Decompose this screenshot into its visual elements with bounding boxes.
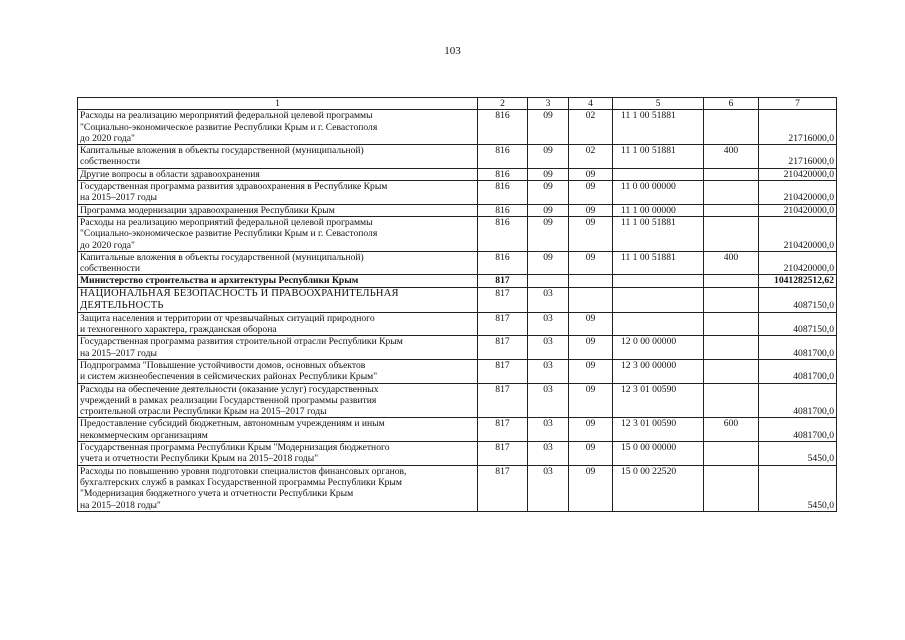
cell-rz: 09	[528, 145, 569, 169]
cell-csr: 11 1 00 00000	[613, 204, 704, 216]
cell-amount: 4081700,0	[759, 383, 837, 418]
cell-amount: 21716000,0	[759, 110, 837, 145]
header-cell-csr: 5	[613, 98, 704, 110]
cell-vr	[704, 181, 759, 205]
cell-pr: 09	[569, 181, 613, 205]
cell-pr: 09	[569, 251, 613, 275]
table-row	[78, 442, 837, 466]
cell-rz: 09	[528, 204, 569, 216]
cell-vr: 400	[704, 251, 759, 275]
header-cell-pr: 4	[569, 98, 613, 110]
cell-csr	[613, 275, 704, 287]
cell-name: Государственная программа развития строительной отрасли Республики Крым на 2015–2017 годы	[78, 336, 478, 360]
table-row	[78, 168, 837, 180]
table-row	[78, 383, 837, 418]
cell-csr	[613, 312, 704, 336]
cell-rz: 09	[528, 216, 569, 251]
cell-pr: 09	[569, 359, 613, 383]
cell-vr	[704, 442, 759, 466]
cell-vr: 600	[704, 418, 759, 442]
cell-name: Расходы по повышению уровня подготовки специалистов финансовых органов, бухгалтерских служб в рамках Государственной программы Республики Крым "Модернизация бюджетного учета и отчетности Республики Крым на 2015–2018 годы"	[78, 465, 478, 511]
cell-pr: 09	[569, 216, 613, 251]
table-row	[78, 181, 837, 205]
cell-amount: 4081700,0	[759, 359, 837, 383]
cell-vr	[704, 359, 759, 383]
table-row	[78, 251, 837, 275]
cell-csr: 12 3 00 00000	[613, 359, 704, 383]
cell-gr: 816	[478, 181, 528, 205]
cell-rz: 03	[528, 312, 569, 336]
cell-vr	[704, 204, 759, 216]
cell-amount: 210420000,0	[759, 204, 837, 216]
table-row	[78, 312, 837, 336]
cell-csr: 15 0 00 00000	[613, 442, 704, 466]
cell-name: Министерство строительства и архитектуры Республики Крым	[78, 275, 478, 287]
cell-rz: 09	[528, 181, 569, 205]
cell-amount: 5450,0	[759, 465, 837, 511]
cell-name: Защита населения и территории от чрезвычайных ситуаций природного и техногенного характера, гражданская оборона	[78, 312, 478, 336]
table-row	[78, 110, 837, 145]
cell-csr: 11 1 00 51881	[613, 110, 704, 145]
cell-gr: 816	[478, 251, 528, 275]
cell-name: Расходы на реализацию мероприятий федеральной целевой программы "Социально-экономическое развитие Республики Крым и г. Севастополя до 2020 года"	[78, 216, 478, 251]
cell-csr: 12 0 00 00000	[613, 336, 704, 360]
cell-gr: 817	[478, 418, 528, 442]
cell-csr	[613, 168, 704, 180]
cell-name: Подпрограмма "Повышение устойчивости домов, основных объектов и систем жизнеобеспечения в сейсмических районах Республики Крым"	[78, 359, 478, 383]
cell-csr: 12 3 01 00590	[613, 418, 704, 442]
cell-csr: 15 0 00 22520	[613, 465, 704, 511]
cell-vr	[704, 312, 759, 336]
header-cell-vr: 6	[704, 98, 759, 110]
cell-pr: 02	[569, 110, 613, 145]
cell-csr: 12 3 01 00590	[613, 383, 704, 418]
cell-pr: 02	[569, 145, 613, 169]
cell-amount: 21716000,0	[759, 145, 837, 169]
cell-amount: 4087150,0	[759, 287, 837, 312]
table-row	[78, 275, 837, 287]
cell-gr: 816	[478, 216, 528, 251]
cell-name: Программа модернизации здравоохранения Республики Крым	[78, 204, 478, 216]
cell-vr	[704, 216, 759, 251]
cell-name: Расходы на обеспечение деятельности (оказание услуг) государственных учреждений в рамках реализации Государственной программы развития строительной отрасли Республики Крым на 2015–2017 годы	[78, 383, 478, 418]
cell-amount: 210420000,0	[759, 251, 837, 275]
cell-rz: 03	[528, 336, 569, 360]
cell-amount: 1041282512,62	[759, 275, 837, 287]
header-cell-rz: 3	[528, 98, 569, 110]
cell-gr: 816	[478, 204, 528, 216]
cell-name: Предоставление субсидий бюджетным, автономным учреждениям и иным некоммерческим организациям	[78, 418, 478, 442]
cell-amount: 4081700,0	[759, 336, 837, 360]
cell-pr: 09	[569, 204, 613, 216]
cell-gr: 816	[478, 110, 528, 145]
cell-vr	[704, 168, 759, 180]
cell-csr: 11 0 00 00000	[613, 181, 704, 205]
header-cell-amount: 7	[759, 98, 837, 110]
cell-rz	[528, 275, 569, 287]
cell-name: Государственная программа Республики Крым "Модернизация бюджетного учета и отчетности Республики Крым на 2015–2018 годы"	[78, 442, 478, 466]
cell-pr: 09	[569, 465, 613, 511]
cell-amount: 210420000,0	[759, 181, 837, 205]
header-cell-name: 1	[78, 98, 478, 110]
cell-vr	[704, 110, 759, 145]
header-row	[78, 98, 837, 110]
header-cell-gr: 2	[478, 98, 528, 110]
cell-csr	[613, 287, 704, 312]
cell-name: Капитальные вложения в объекты государственной (муниципальной) собственности	[78, 145, 478, 169]
cell-csr: 11 1 00 51881	[613, 216, 704, 251]
cell-gr: 817	[478, 275, 528, 287]
cell-vr	[704, 275, 759, 287]
cell-rz: 03	[528, 383, 569, 418]
cell-rz: 09	[528, 251, 569, 275]
cell-rz: 03	[528, 359, 569, 383]
cell-pr: 09	[569, 418, 613, 442]
cell-vr	[704, 287, 759, 312]
table-row	[78, 216, 837, 251]
table-row	[78, 418, 837, 442]
cell-rz: 09	[528, 168, 569, 180]
cell-gr: 817	[478, 336, 528, 360]
cell-vr: 400	[704, 145, 759, 169]
budget-table	[77, 97, 837, 512]
cell-gr: 817	[478, 383, 528, 418]
cell-vr	[704, 336, 759, 360]
table-row	[78, 145, 837, 169]
cell-csr: 11 1 00 51881	[613, 145, 704, 169]
cell-rz: 03	[528, 418, 569, 442]
cell-pr: 09	[569, 336, 613, 360]
cell-gr: 817	[478, 287, 528, 312]
cell-amount: 4087150,0	[759, 312, 837, 336]
table-row	[78, 465, 837, 511]
cell-pr: 09	[569, 383, 613, 418]
cell-rz: 09	[528, 110, 569, 145]
cell-pr	[569, 275, 613, 287]
cell-name: Капитальные вложения в объекты государственной (муниципальной) собственности	[78, 251, 478, 275]
cell-name: НАЦИОНАЛЬНАЯ БЕЗОПАСНОСТЬ И ПРАВООХРАНИТЕЛЬНАЯ ДЕЯТЕЛЬНОСТЬ	[78, 287, 478, 312]
cell-amount: 210420000,0	[759, 216, 837, 251]
cell-rz: 03	[528, 442, 569, 466]
cell-amount: 4081700,0	[759, 418, 837, 442]
cell-name: Государственная программа развития здравоохранения в Республике Крым на 2015–2017 годы	[78, 181, 478, 205]
table-row	[78, 359, 837, 383]
cell-pr	[569, 287, 613, 312]
table-body	[78, 110, 837, 512]
cell-gr: 817	[478, 312, 528, 336]
cell-gr: 817	[478, 359, 528, 383]
cell-vr	[704, 383, 759, 418]
cell-gr: 817	[478, 442, 528, 466]
cell-amount: 5450,0	[759, 442, 837, 466]
cell-rz: 03	[528, 465, 569, 511]
cell-pr: 09	[569, 168, 613, 180]
cell-name: Расходы на реализацию мероприятий федеральной целевой программы "Социально-экономическое развитие Республики Крым и г. Севастополя до 2020 года"	[78, 110, 478, 145]
table-row	[78, 287, 837, 312]
cell-rz: 03	[528, 287, 569, 312]
cell-pr: 09	[569, 312, 613, 336]
table-row	[78, 204, 837, 216]
table-row	[78, 336, 837, 360]
cell-name: Другие вопросы в области здравоохранения	[78, 168, 478, 180]
cell-gr: 816	[478, 168, 528, 180]
cell-csr: 11 1 00 51881	[613, 251, 704, 275]
cell-amount: 210420000,0	[759, 168, 837, 180]
cell-vr	[704, 465, 759, 511]
cell-gr: 817	[478, 465, 528, 511]
page-number: 103	[444, 45, 461, 57]
cell-pr: 09	[569, 442, 613, 466]
cell-gr: 816	[478, 145, 528, 169]
